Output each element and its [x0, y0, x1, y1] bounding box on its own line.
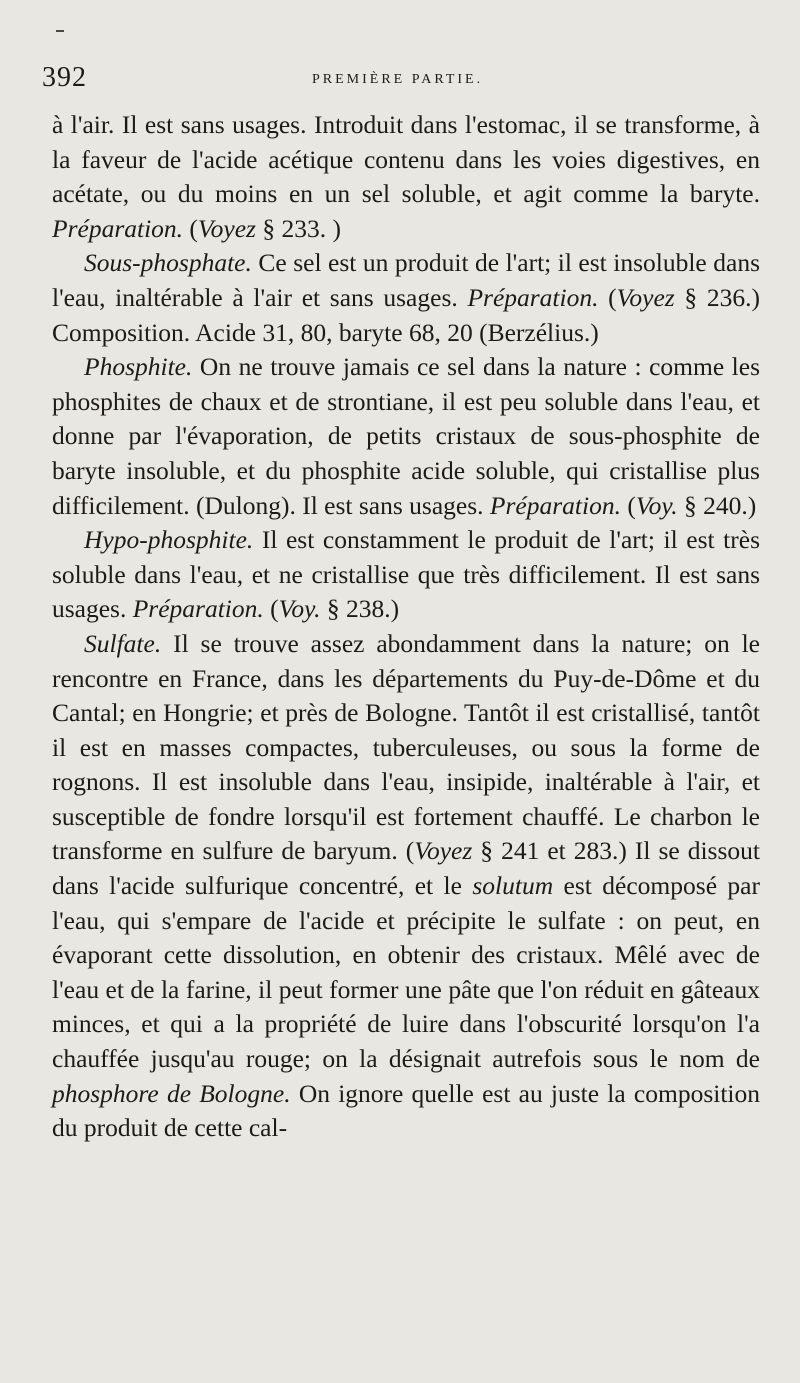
- italic-text: Préparation.: [489, 490, 621, 520]
- italic-text: Sous-phosphate.: [84, 248, 252, 278]
- paragraph-p5: [52, 627, 760, 1146]
- italic-text: Voy.: [635, 490, 678, 520]
- paragraph-p4: [52, 523, 760, 627]
- text-run: (: [263, 594, 279, 624]
- page-header: [42, 62, 742, 94]
- italic-text: Préparation.: [467, 282, 599, 312]
- italic-text: Hypo-phosphite.: [84, 525, 254, 555]
- text-run: (: [598, 282, 617, 312]
- italic-text: Préparation.: [52, 213, 184, 243]
- text-run: On ne trouve jamais ce sel dans la nature : comme les phosphites de chaux et de strontiane, il est peu soluble dans l'eau, et donne par l'évaporation, de petits cristaux de sous-phosphite de baryte insoluble, et du phosphite acide soluble, qui cristallise plus difficilement. (Dulong). Il est sans usages.: [52, 352, 760, 520]
- italic-text: Voyez: [616, 282, 675, 312]
- page-number: 392: [42, 62, 87, 93]
- italic-text: Sulfate.: [84, 628, 162, 658]
- italic-text: Phosphite.: [84, 352, 193, 382]
- text-run: § 240.): [677, 490, 757, 520]
- text-run: est décomposé par l'eau, qui s'empare de l'acide et précipite le sulfate : on peut, en évaporant cette dissolution, en obtenir des cristaux. Mêlé avec de l'eau et de la farine, il peut former une pâte que l'on réduit en gâteaux minces, et qui a la propriété de luire dans l'obscurité lorsqu'on l'a chauffée jusqu'au rouge; on la désignait autrefois sous le nom de: [52, 871, 760, 1074]
- text-run: § 238.): [320, 594, 400, 624]
- text-run: § 233. ): [255, 213, 341, 243]
- italic-text: phosphore de Bologne.: [52, 1078, 291, 1108]
- text-run: § 236.) Composition. Acide 31, 80, baryte 68, 20 (Berzélius.): [52, 282, 760, 347]
- text-run: à l'air. Il est sans usages. Introduit dans l'estomac, il se transforme, à la faveur de l'acide acétique contenu dans les voies digestives, en acétate, ou du moins en un sel soluble, et agit comme la baryte.: [52, 110, 760, 209]
- paragraph-p3: [52, 350, 760, 523]
- body-text: [52, 108, 760, 1146]
- text-run: Il est constamment le produit de l'art; il est très soluble dans l'eau, et ne cristallise que très difficilement. Il est sans usages.: [52, 525, 760, 624]
- text-run: (: [620, 490, 636, 520]
- stray-mark: [56, 30, 64, 32]
- italic-text: Voyez: [414, 836, 473, 866]
- paragraph-p2: [52, 246, 760, 350]
- italic-text: Préparation.: [132, 594, 264, 624]
- text-run: Il se trouve assez abondamment dans la nature; on le rencontre en France, dans les départements du Puy-de-Dôme et du Cantal; en Hongrie; et près de Bologne. Tantôt il est cristallisé, tantôt il est en masses compactes, tuberculeuses, ou sous la forme de rognons. Il est insoluble dans l'eau, insipide, inaltérable à l'air, et susceptible de fondre lorsqu'il est fortement chauffé. Le charbon le transforme en sulfure de baryum. (: [52, 628, 760, 866]
- italic-text: solutum: [472, 871, 554, 901]
- italic-text: Voy.: [278, 594, 321, 624]
- text-run: § 241 et 283.) Il se dissout dans l'acide sulfurique concentré, et le: [52, 836, 760, 901]
- paragraph-p1: [52, 108, 760, 246]
- text-run: (: [183, 213, 198, 243]
- italic-text: Voyez: [197, 213, 256, 243]
- text-run: Ce sel est un produit de l'art; il est insoluble dans l'eau, inaltérable à l'air et sans usages.: [52, 248, 760, 312]
- text-run: On ignore quelle est au juste la composition du produit de cette cal-: [52, 1078, 760, 1143]
- running-head: PREMIÈRE PARTIE.: [312, 72, 484, 87]
